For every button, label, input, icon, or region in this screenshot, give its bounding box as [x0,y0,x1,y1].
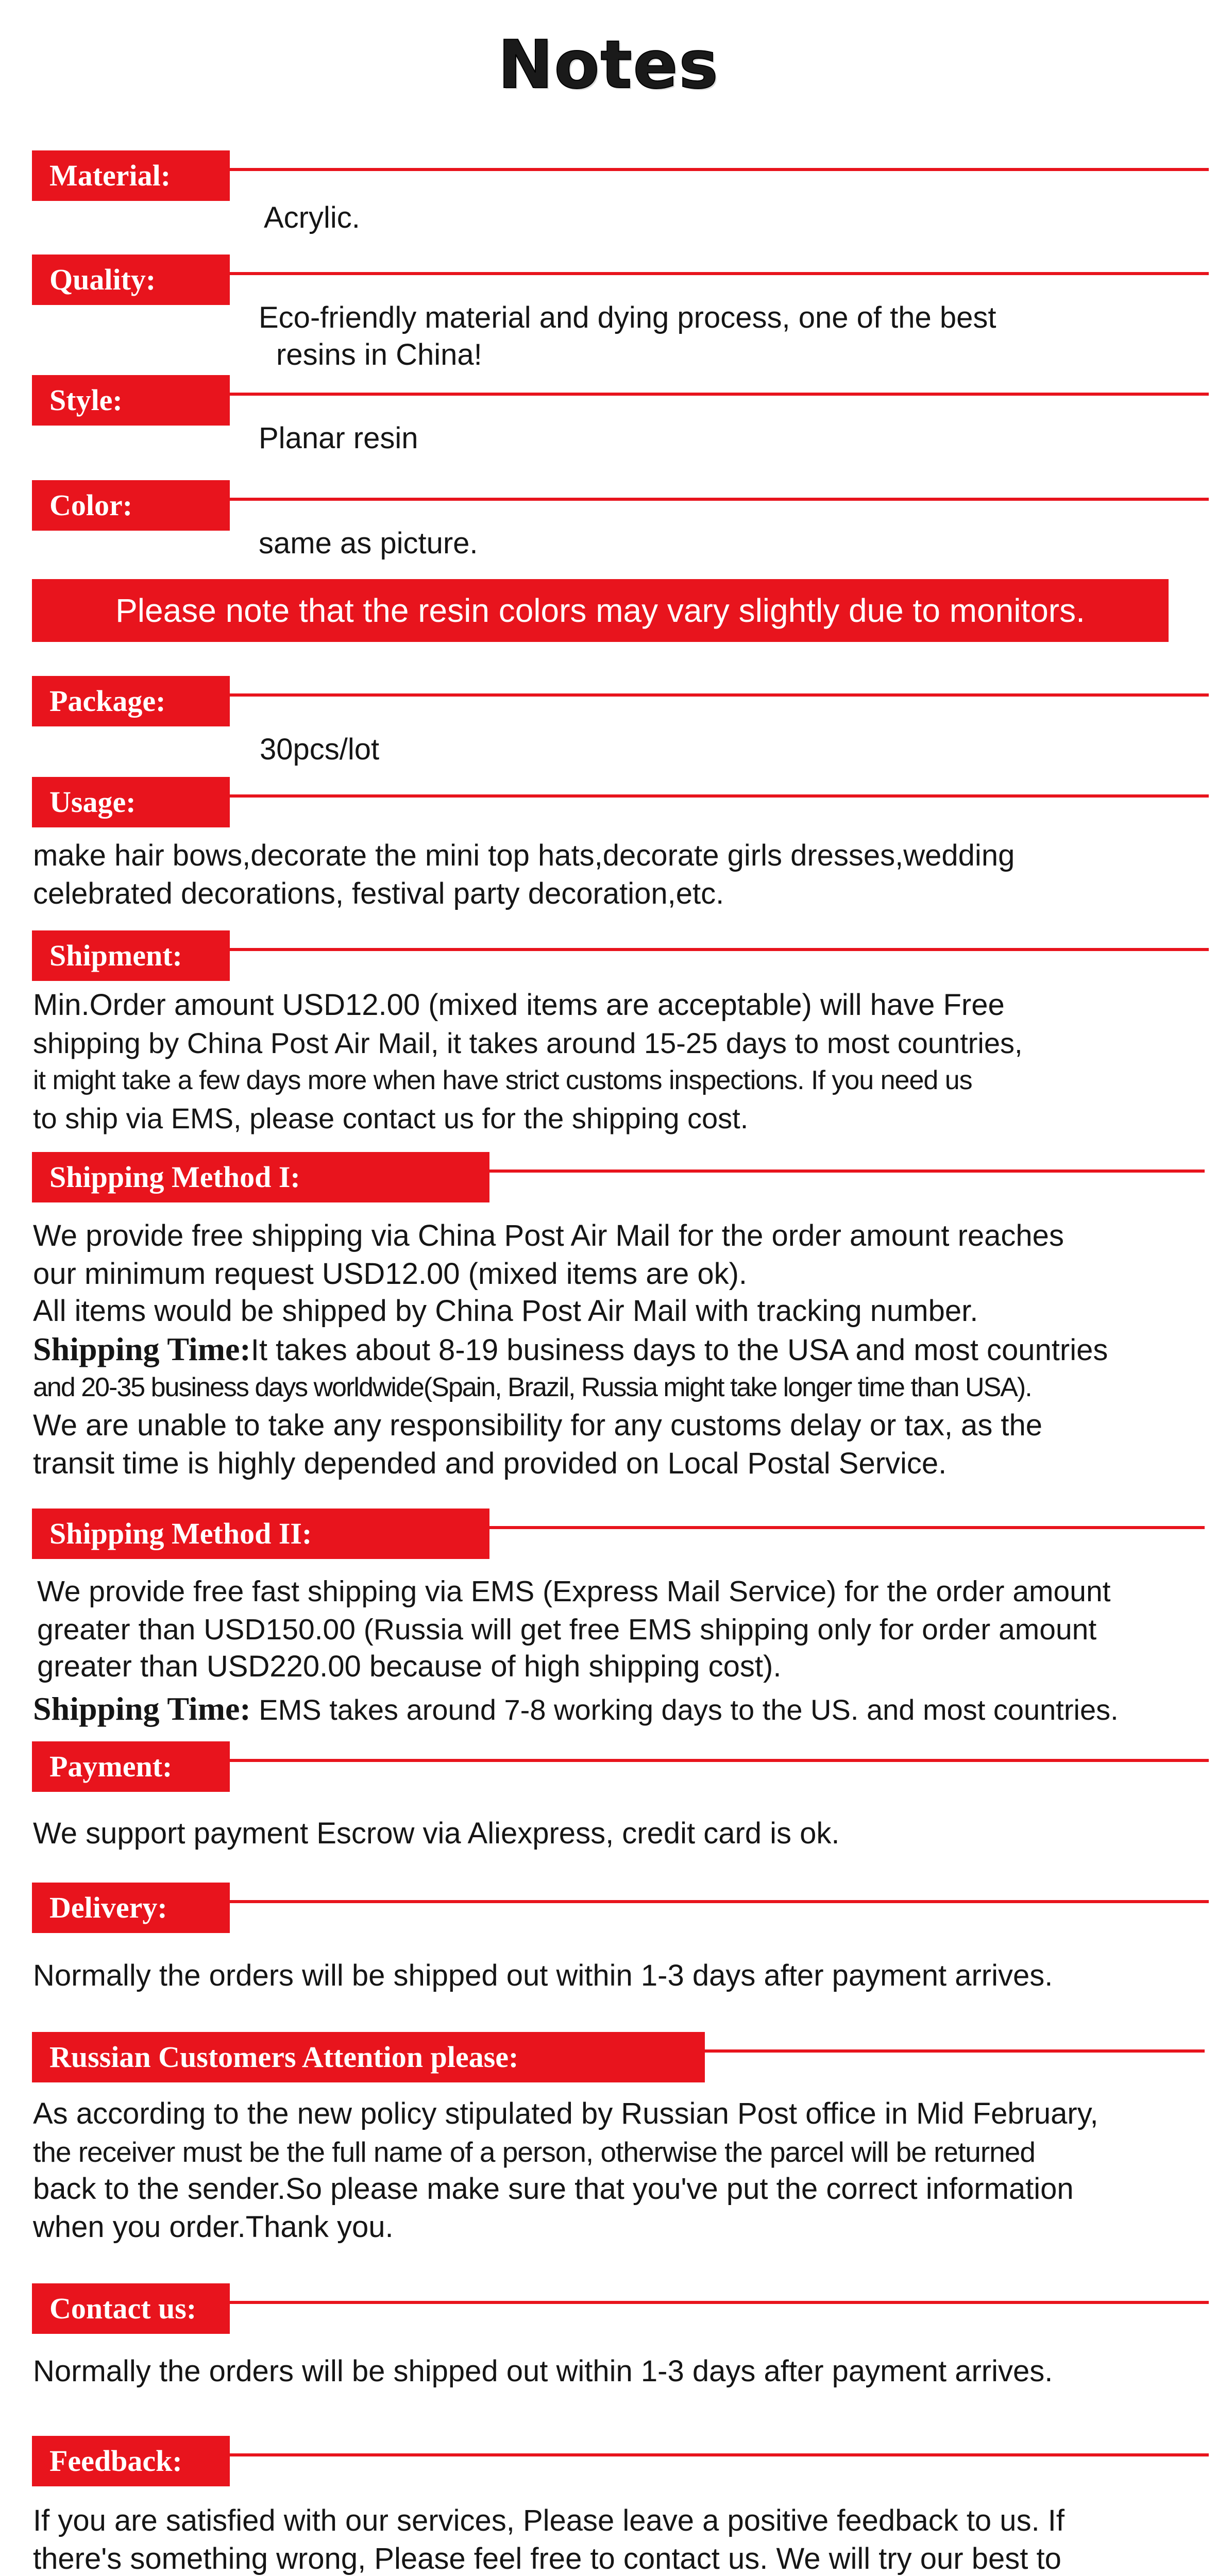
material-label: Material: [32,150,230,201]
divider [230,1759,1209,1762]
divider [489,1170,1205,1173]
feedback-text-line2: there's something wrong, Please feel free to contact us. We will try our best to [33,2542,1061,2575]
russian-text-line4: when you order.Thank you. [33,2210,394,2244]
shipping-method-1-label: Shipping Method I: [32,1152,489,1202]
contact-text: Normally the orders will be shipped out within 1-3 days after payment arrives. [33,2354,1053,2388]
shipping-time-label: Shipping Time: [33,1690,251,1727]
shipping-time-label: Shipping Time: [33,1331,251,1367]
usage-label: Usage: [32,777,230,827]
quality-text-line2: resins in China! [276,338,482,371]
divider [230,794,1209,798]
russian-text-line1: As according to the new policy stipulated by Russian Post office in Mid February, [33,2097,1098,2130]
page-title: Notes [498,27,719,104]
method1-text-line3: All items would be shipped by China Post Air Mail with tracking number. [33,1294,978,1328]
russian-text-line2: the receiver must be the full name of a person, otherwise the parcel will be returned [33,2136,1035,2168]
russian-customers-label: Russian Customers Attention please: [32,2032,705,2082]
style-text: Planar resin [259,421,418,455]
divider [230,2453,1209,2456]
shipment-text-line4: to ship via EMS, please contact us for the shipping cost. [33,1102,749,1134]
divider [230,948,1209,951]
divider [230,498,1209,501]
divider [230,272,1209,275]
divider [230,693,1209,697]
feedback-text-line1: If you are satisfied with our services, Please leave a positive feedback to us. If [33,2504,1065,2537]
color-text: same as picture. [259,527,478,560]
divider [230,393,1209,396]
quality-label: Quality: [32,255,230,305]
material-text: Acrylic. [264,201,360,234]
divider [230,168,1209,171]
shipment-text-line3: it might take a few days more when have strict customs inspections. If you need us [33,1065,972,1095]
shipment-label: Shipment: [32,930,230,981]
divider [230,2301,1209,2304]
method2-text-line1: We provide free fast shipping via EMS (Express Mail Service) for the order amount [37,1575,1111,1608]
usage-text-line1: make hair bows,decorate the mini top hats,decorate girls dresses,wedding [33,839,1015,872]
method1-text-line6: We are unable to take any responsibility for any customs delay or tax, as the [33,1409,1043,1442]
method1-text-line4: It takes about 8-19 business days to the USA and most countries [250,1333,1108,1367]
package-label: Package: [32,676,230,726]
method1-text-line5: and 20-35 business days worldwide(Spain, Brazil, Russia might take longer time than USA). [33,1372,1032,1402]
method1-text-line7: transit time is highly depended and provided on Local Postal Service. [33,1447,947,1480]
russian-text-line3: back to the sender.So please make sure that you've put the correct information [33,2172,1074,2206]
method2-text-line2: greater than USD150.00 (Russia will get free EMS shipping only for order amount [37,1613,1097,1646]
shipping-method-2-label: Shipping Method II: [32,1509,489,1559]
payment-label: Payment: [32,1741,230,1792]
package-text: 30pcs/lot [260,733,380,766]
method1-shipping-time-row [33,1330,1108,1369]
delivery-label: Delivery: [32,1883,230,1933]
contact-label: Contact us: [32,2283,230,2334]
feedback-label: Feedback: [32,2436,230,2486]
divider [705,2049,1205,2053]
method2-text-line3: greater than USD220.00 because of high shipping cost). [37,1650,782,1683]
shipment-text-line2: shipping by China Post Air Mail, it takes around 15-25 days to most countries, [33,1027,1023,1059]
monitor-color-note: Please note that the resin colors may vary slightly due to monitors. [32,579,1169,642]
usage-text-line2: celebrated decorations, festival party decoration,etc. [33,877,724,910]
shipment-text-line1: Min.Order amount USD12.00 (mixed items are acceptable) will have Free [33,988,1005,1022]
color-label: Color: [32,480,230,531]
divider [489,1526,1205,1529]
delivery-text: Normally the orders will be shipped out within 1-3 days after payment arrives. [33,1959,1053,1992]
style-label: Style: [32,375,230,426]
divider [230,1900,1209,1903]
method2-text-line4: EMS takes around 7-8 working days to the US. and most countries. [250,1693,1119,1726]
payment-text: We support payment Escrow via Aliexpress, credit card is ok. [33,1817,840,1850]
method1-text-line2: our minimum request USD12.00 (mixed items are ok). [33,1257,748,1291]
method2-shipping-time-row [33,1690,1119,1729]
quality-text-line1: Eco-friendly material and dying process, one of the best [259,301,996,334]
method1-text-line1: We provide free shipping via China Post Air Mail for the order amount reaches [33,1219,1064,1252]
